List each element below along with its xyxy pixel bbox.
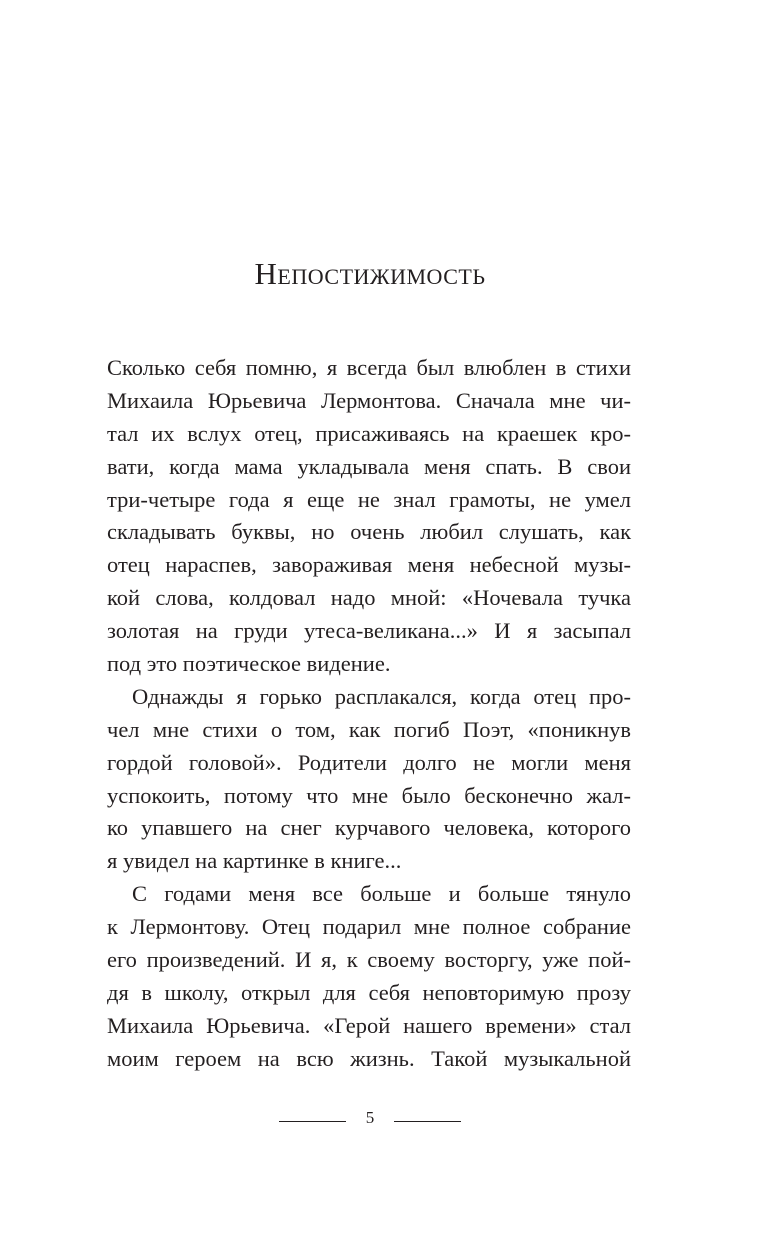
text-line: золотая на груди утеса-великана...» И я засыпал	[107, 618, 631, 644]
footer-rule-left	[279, 1121, 346, 1122]
text-line: дя в школу, открыл для себя неповторимую прозу	[107, 979, 631, 1005]
body-text	[107, 352, 631, 1076]
text-line: Сколько себя помню, я всегда был влюблен в стихи	[107, 355, 631, 380]
text-line: я увидел на картинке в книге...	[107, 848, 402, 874]
chapter-title: Непостижимость	[254, 256, 486, 291]
text-line: тал их вслух отец, присаживаясь на краешек кро-	[107, 420, 631, 446]
text-line: к Лермонтову. Отец подарил мне полное собрание	[107, 914, 631, 940]
text-line: Однажды я горько расплакался, когда отец про-	[132, 683, 631, 709]
text-line: под это поэтическое видение.	[107, 651, 391, 677]
text-line: кой слова, колдовал надо мной: «Ночевала тучка	[107, 585, 631, 611]
text-line: Михаила Юрьевича Лермонтова. Сначала мне чи-	[107, 387, 631, 413]
text-line: моим героем на всю жизнь. Такой музыкальной	[107, 1045, 631, 1071]
text-line: успокоить, потому что мне было бесконечно жал-	[107, 782, 631, 808]
text-line: складывать буквы, но очень любил слушать, как	[107, 519, 631, 545]
text-line: Михаила Юрьевича. «Герой нашего времени» стал	[107, 1012, 631, 1038]
text-line: его произведений. И я, к своему восторгу, уже пой-	[107, 947, 631, 973]
text-line: отец нараспев, завораживая меня небесной музы-	[107, 552, 631, 578]
text-line: гордой головой». Родители долго не могли меня	[107, 749, 631, 775]
text-line: ко упавшего на снег курчавого человека, которого	[107, 815, 631, 841]
text-line: вати, когда мама укладывала меня спать. В свои	[107, 453, 631, 479]
page-footer	[0, 1106, 740, 1130]
text-line: чел мне стихи о том, как погиб Поэт, «поникнув	[107, 716, 631, 742]
text-line: три-четыре года я еще не знал грамоты, не умел	[107, 486, 631, 512]
footer-rule-right	[394, 1121, 461, 1122]
page-number: 5	[365, 1108, 375, 1127]
text-line: С годами меня все больше и больше тянуло	[132, 881, 631, 907]
